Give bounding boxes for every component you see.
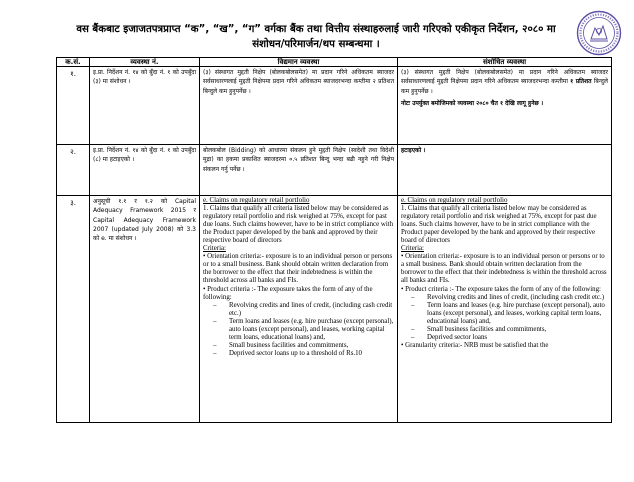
revised-product-list	[401, 294, 608, 342]
list-item: – Small business facilities and commitments,	[213, 342, 394, 350]
revised-text-part-1: (३) संस्थागत मुद्दती निक्षेप (बोलकबोलसमेत) मा प्रदान गरिने अधिकतम ब्याजदर सर्वसाधारणलाई मुद्दती निक्षेपमा प्रदान गरिने अधिकतम ब्याजदरभन्दा कम्तीमा	[401, 69, 608, 86]
row-revised-provision: हटाइएको ।	[398, 145, 612, 196]
header-serial: क.सं.	[57, 58, 90, 67]
list-item: – Small business facilities and commitments,	[411, 326, 608, 334]
list-item: – Term loans and leases (e.g. hire purchase (except personal), auto loans (except personal), and leases, working capital term loans, educational loans) and,	[213, 318, 394, 342]
revised-note: नोटः उपर्युक्त बमोजिमको व्यवस्था २०८० चैत १ देखि लागू हुनेछ ।	[401, 99, 544, 107]
table-row	[57, 67, 612, 145]
current-orientation-criteria: • Orientation criteria:- exposure is to an individual person or persons or to a small business. Bank should obtain written declaration from the borrower to the effect that their indebtedness is within the threshold across all banks and FIs.	[203, 253, 393, 285]
row-current-provision: (३) संस्थागत मुद्दती निक्षेप (बोलकबोलसमेत) मा प्रदान गरिने अधिकतम ब्याजदर सर्वसाधारणलाई मुद्दती निक्षेपमा प्रदान गरिने अधिकतम ब्याजदरभन्दा कम्तीमा २ प्रतिशत बिन्दुले कम हुनुपर्नेछ ।	[200, 67, 398, 145]
row-number: ३.	[57, 196, 90, 423]
document-header	[56, 22, 576, 52]
list-item: – Deprived sector loans up to a threshold of Rs.10	[213, 350, 394, 358]
revised-granularity-criteria: • Granularity criteria:- NRB must be satisfied that the	[401, 341, 549, 349]
row-number: २.	[57, 145, 90, 196]
row-revised-provision	[398, 196, 612, 423]
revised-criteria-label: Criteria:	[401, 245, 424, 253]
header-line-2: संशोधन/परिमार्जन/थप सम्बन्धमा ।	[252, 39, 380, 50]
list-item: – Revolving credits and lines of credit, (including cash credit etc.)	[411, 294, 608, 302]
table-header-row	[57, 58, 612, 67]
revised-product-criteria: • Product criteria :- The exposure takes the form of any of the following:	[401, 285, 601, 293]
revised-heading: e. Claims on regulatory retail portfolio	[401, 197, 508, 204]
row-reference: इ.प्रा. निर्देशन नं. १४ को बुँदा नं. १ को उपबुँदा (३) मा संशोधन ।	[90, 67, 200, 145]
revised-text-part-2: बिन्दुले कम हुनुपर्नेछ ।	[401, 78, 608, 95]
table-row	[57, 145, 612, 196]
current-paragraph: 1. Claims that qualify all criteria listed below may be considered as regulatory retail portfolio and risk weighed at 75%, except for past due loans. Such claims however, have to be in strict compliance with the Product paper developed by the bank and approved by their respective board of directors	[203, 205, 394, 245]
nepal-rastra-bank-seal-icon	[576, 10, 622, 56]
row-number: १.	[57, 67, 90, 145]
current-heading: e. Claims on regulatory retail portfolio	[203, 197, 310, 204]
revised-highlight: १ प्रतिशत	[570, 78, 592, 86]
header-revised-provision: संशोधित व्यवस्था	[398, 58, 612, 67]
row-revised-provision	[398, 67, 612, 145]
table-row	[57, 196, 612, 423]
revised-orientation-criteria: • Orientation criteria:- exposure is to an individual person or persons or to a small business. Bank should obtain written declaration from the borrower to the effect that their indebtedness is within the threshold across all banks and FIs.	[401, 253, 607, 285]
directive-amendment-table	[56, 57, 612, 423]
current-product-list	[203, 302, 394, 358]
row-reference: इ.प्रा. निर्देशन नं. १४ को बुँदा नं. १ को उपबुँदा (८) मा हटाइएको ।	[90, 145, 200, 196]
list-item: – Term loans and leases (e.g. hire purchase (except personal), auto loans (except personal), and leases, working capital term loans, educational loans) and,	[411, 302, 608, 326]
revised-paragraph: 1. Claims that qualify all criteria listed below may be considered as regulatory retail portfolio and risk weighed at 75%, except for past due loans. Such claims however, have to be in strict compliance with the Product paper developed by the bank and approved by their respective board of directors	[401, 205, 597, 245]
current-product-criteria: • Product criteria :- The exposure takes the form of any of the following:	[203, 285, 373, 301]
list-item: – Deprived sector loans	[411, 334, 608, 342]
current-criteria-label: Criteria:	[203, 245, 226, 253]
row-current-provision	[200, 196, 398, 423]
list-item: – Revolving credits and lines of credit, (including cash credit etc.)	[213, 302, 394, 318]
header-current-provision: विद्यमान व्यवस्था	[200, 58, 398, 67]
header-line-1: वस बैंकबाट इजाजतपत्रप्राप्त “क”, “ख”, “ग” वर्गका बैंक तथा वित्तीय संस्थाहरुलाई जारी गरिएको एकीकृत निर्देशन, २०८० मा	[76, 24, 556, 35]
row-reference: अनुसूची १.१ र १.२ को Capital Adequacy Framework 2015 र Capital Adequacy Framework 2007 (updated July 2008) को 3.3 को e. मा संशोधन ।	[90, 196, 200, 423]
row-current-provision: बोलकबोल (Bidding) को आधारमा संकलन हुने मुद्दती निक्षेप (स्वदेशी तथा विदेशी मुद्रा) का हकमा प्रकाशित ब्याजदरमा ०.५ प्रतिशत बिन्दु भन्दा बढी नहुने गरी निक्षेप संकलन गर्नु पर्नेछ ।	[200, 145, 398, 196]
header-provision-number: व्यवस्था नं.	[90, 58, 200, 67]
